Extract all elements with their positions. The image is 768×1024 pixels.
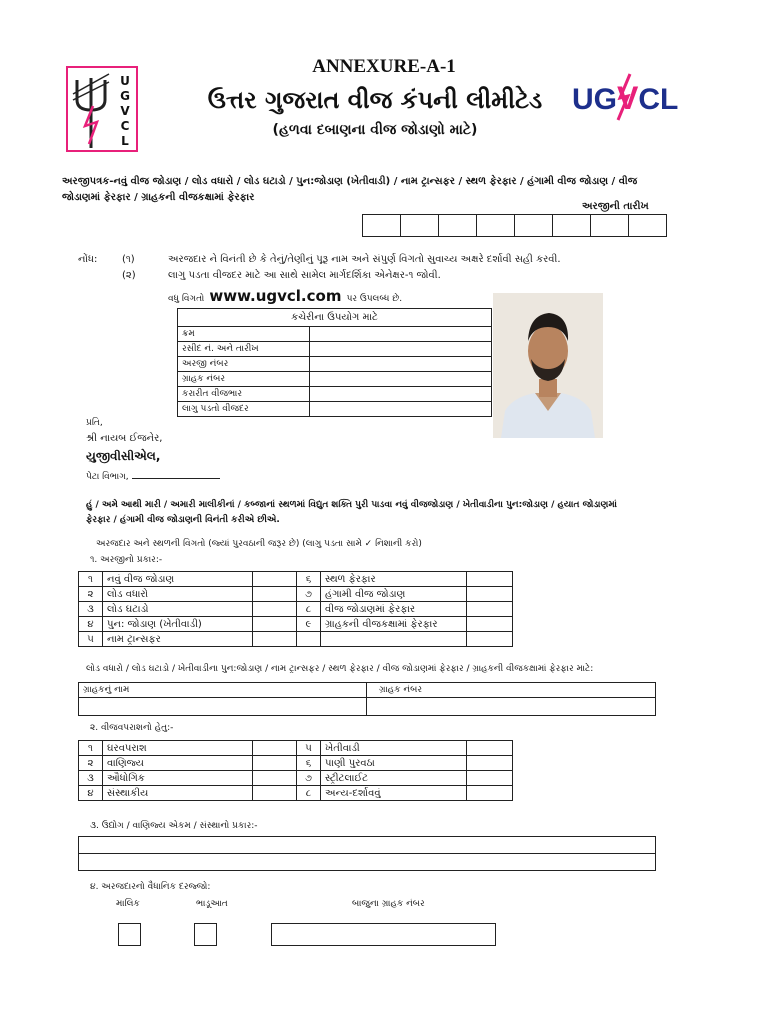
- tick-box[interactable]: [467, 771, 513, 786]
- row-label: વીજ જોડાણમાં ફેરફાર: [321, 602, 467, 617]
- row-number: [297, 632, 321, 647]
- row-number: ૧: [79, 741, 103, 756]
- section-1-title: ૧. અરજીનો પ્રકાર:-: [90, 555, 163, 565]
- section-3-title: ૩. ઉદ્યોગ / વાણિજ્ય એકમ / સંસ્થાનો પ્રકાર:-: [90, 821, 258, 831]
- date-box[interactable]: [439, 215, 477, 237]
- tick-box[interactable]: [467, 602, 513, 617]
- date-boxes[interactable]: [362, 214, 667, 237]
- row-label: પુન: જોડાણ (ખેતીવાડી): [103, 617, 253, 632]
- tick-box[interactable]: [253, 771, 297, 786]
- consumer-number-label: ગ્રાહક નંબર: [367, 683, 656, 698]
- addressee-officer: શ્રી નાયબ ઈજનેર,: [86, 433, 163, 444]
- row-label: ખેતીવાડી: [321, 741, 467, 756]
- establishment-line[interactable]: [79, 854, 656, 871]
- note-number: (૨): [122, 270, 136, 281]
- office-row-label: ગ્રાહક નંબર: [178, 372, 310, 387]
- note-text: અરજદાર ને વિનંતી છે કે તેનું/તેણીનું પૂરૂ નામ અને સંપુર્ણ વિગતો સુવાચ્ય અક્ષરે દર્શાવી સહી કરવી.: [168, 254, 561, 265]
- row-label: હંગામી વીજ જોડાણ: [321, 587, 467, 602]
- logo-letter: C: [120, 119, 130, 133]
- establishment-type-field[interactable]: [78, 836, 656, 871]
- row-label: અન્ય-દર્શાવવું: [321, 786, 467, 801]
- logo-letter: V: [120, 104, 130, 118]
- row-label: ગ્રાહકની વીજકક્ષામાં ફેરફાર: [321, 617, 467, 632]
- addressee-to: પ્રતિ,: [86, 418, 103, 428]
- applicant-portrait: [493, 293, 603, 438]
- row-label: નામ ટ્રાન્સફર: [103, 632, 253, 647]
- usage-purpose-table: [78, 740, 513, 801]
- tick-box[interactable]: [467, 587, 513, 602]
- load-change-text: લોડ વધારો / લોડ ઘટાડો / ખેતીવાડીના પુન:જોડાણ / નામ ટ્રાન્સફર / સ્થળ ફેરફાર / વીજ જોડાણમાં ફેરફાર / ગ્રાહકની વીજકક્ષામાં ફેરફાર માટે:: [86, 664, 594, 674]
- tick-box[interactable]: [467, 617, 513, 632]
- neighbour-consumer-field[interactable]: [271, 923, 496, 946]
- division-label: પેટા વિભાગ,: [86, 472, 129, 482]
- tick-box[interactable]: [253, 632, 297, 647]
- office-use-table: [177, 308, 492, 417]
- website-suffix: પર ઉપલબ્ધ છે.: [346, 294, 403, 304]
- table-row: [79, 756, 513, 771]
- tick-box[interactable]: [253, 602, 297, 617]
- row-number: ૯: [297, 617, 321, 632]
- date-box[interactable]: [591, 215, 629, 237]
- division-field[interactable]: [132, 468, 220, 479]
- row-number: ૮: [297, 602, 321, 617]
- office-row-value[interactable]: [310, 327, 492, 342]
- row-label: પાણી પુરવઠા: [321, 756, 467, 771]
- office-row-value[interactable]: [310, 402, 492, 417]
- row-label: લોડ ઘટાડો: [103, 602, 253, 617]
- office-row-label: રસીદ નં. અને તારીખ: [178, 342, 310, 357]
- neighbour-consumer-label: બાજુના ગ્રાહક નંબર: [352, 899, 425, 909]
- row-number: ૪: [79, 617, 103, 632]
- office-row-value[interactable]: [310, 342, 492, 357]
- row-number: ૨: [79, 756, 103, 771]
- website-prefix: વધુ વિગતો: [168, 294, 205, 304]
- table-row: [79, 617, 513, 632]
- row-number: ૬: [297, 572, 321, 587]
- website-line: [168, 286, 402, 305]
- tick-box[interactable]: [253, 756, 297, 771]
- office-row-label: લાગુ પડતો વીજદર: [178, 402, 310, 417]
- row-number: ૩: [79, 771, 103, 786]
- table-row: [79, 587, 513, 602]
- date-box[interactable]: [629, 215, 667, 237]
- establishment-line[interactable]: [79, 837, 656, 854]
- office-row-label: અરજી નંબર: [178, 357, 310, 372]
- row-number: ૭: [297, 771, 321, 786]
- trident-icon: [71, 70, 111, 150]
- application-types-cont: જોડાણમાં ફેરફાર / ગ્રાહકની વીજકક્ષામાં ફેરફાર: [62, 192, 255, 203]
- tick-box[interactable]: [253, 572, 297, 587]
- date-box[interactable]: [477, 215, 515, 237]
- row-number: ૫: [79, 632, 103, 647]
- applicant-photo: [493, 293, 603, 438]
- row-number: ૬: [297, 756, 321, 771]
- date-box[interactable]: [363, 215, 401, 237]
- row-label: [321, 632, 467, 647]
- date-box[interactable]: [553, 215, 591, 237]
- tenant-label: ભાડૂઆત: [196, 899, 228, 909]
- section-4-title: ૪. અરજદારનો વૈધાનિક દરજ્જો:: [90, 882, 211, 892]
- tick-box[interactable]: [253, 786, 297, 801]
- tick-box[interactable]: [467, 632, 513, 647]
- office-row-value[interactable]: [310, 357, 492, 372]
- table-row: [79, 632, 513, 647]
- consumer-name-field[interactable]: [79, 698, 367, 716]
- tick-box[interactable]: [253, 617, 297, 632]
- office-row-value[interactable]: [310, 372, 492, 387]
- tenant-checkbox[interactable]: [194, 923, 217, 946]
- consumer-name-label: ગ્રાહકનું નામ: [79, 683, 367, 698]
- row-label: સ્ટ્રીટલાઈટ: [321, 771, 467, 786]
- office-row-label: કરારીત વીજભાર: [178, 387, 310, 402]
- table-row: [79, 572, 513, 587]
- details-heading: અરજદાર અને સ્થળની વિગતો (જ્યાં પુરવઠાની જરૂર છે) (લાગુ પડતા સામે ✓ નિશાની કરો): [96, 539, 422, 549]
- form-subtitle: (હળવા દબાણના વીજ જોડાણો માટે): [272, 122, 478, 138]
- note-label: નોંધ:: [78, 254, 98, 265]
- table-row: [79, 602, 513, 617]
- row-number: ૫: [297, 741, 321, 756]
- tick-box[interactable]: [467, 786, 513, 801]
- date-box[interactable]: [401, 215, 439, 237]
- table-row: [79, 741, 513, 756]
- annexure-title: ANNEXURE-A-1: [312, 56, 456, 77]
- row-number: ૭: [297, 587, 321, 602]
- tick-box[interactable]: [253, 587, 297, 602]
- addressee-division: [86, 468, 220, 482]
- date-label: અરજીની તારીખ: [582, 201, 649, 212]
- ugvcl-emblem-logo: [66, 66, 138, 152]
- owner-label: માલિક: [116, 899, 140, 909]
- row-label: સંસ્થાકીય: [103, 786, 253, 801]
- row-label: વાણિજ્ય: [103, 756, 253, 771]
- table-row: [79, 786, 513, 801]
- ugvcl-brand-logo: UGVCL: [572, 80, 702, 120]
- note-text: લાગુ પડતા વીજદર માટે આ સાથે સામેલ માર્ગદર્શિકા એનેક્ષર-૧ જોવી.: [168, 270, 441, 281]
- request-text-cont: ફેરફાર / હંગામી વીજ જોડાણની વિનંતી કરીએ છીએ.: [86, 515, 280, 525]
- row-label: ઘરવપરાશ: [103, 741, 253, 756]
- consumer-table: [78, 682, 656, 716]
- row-number: ૮: [297, 786, 321, 801]
- logo-letter: L: [121, 134, 129, 148]
- tick-box[interactable]: [253, 741, 297, 756]
- row-number: ૧: [79, 572, 103, 587]
- row-number: ૨: [79, 587, 103, 602]
- website-link[interactable]: www.ugvcl.com: [209, 287, 342, 305]
- row-number: ૪: [79, 786, 103, 801]
- note-number: (૧): [122, 254, 135, 265]
- row-number: ૩: [79, 602, 103, 617]
- brand-text: CL: [638, 83, 679, 116]
- application-type-table: [78, 571, 513, 647]
- addressee-org: યુજીવીસીએલ,: [86, 449, 161, 463]
- company-name: ઉત્તર ગુજરાત વીજ કંપની લીમીટેડ: [207, 86, 543, 114]
- office-row-value[interactable]: [310, 387, 492, 402]
- office-table-title: કચેરીના ઉપયોગ માટે: [178, 309, 492, 327]
- logo-letter: G: [120, 89, 130, 103]
- row-label: નવું વીજ જોડાણ: [103, 572, 253, 587]
- tick-box[interactable]: [467, 756, 513, 771]
- row-label: ઔધોગિક: [103, 771, 253, 786]
- owner-checkbox[interactable]: [118, 923, 141, 946]
- date-box[interactable]: [515, 215, 553, 237]
- row-label: લોડ વધારો: [103, 587, 253, 602]
- application-types: અરજીપત્રક-નવું વીજ જોડાણ / લોડ વધારો / લોડ ઘટાડો / પુન:જોડાણ (ખેતીવાડી) / નામ ટ્રાન્સફર / સ્થળ ફેરફાર / હંગામી વીજ જોડાણ / વીજ: [62, 176, 638, 187]
- lightning-icon: [612, 72, 642, 122]
- section-2-title: ૨. વીજવપરાશનો હેતુ:-: [90, 723, 174, 733]
- tick-box[interactable]: [467, 572, 513, 587]
- consumer-number-field[interactable]: [367, 698, 656, 716]
- table-row: [79, 771, 513, 786]
- brand-text: UG: [572, 83, 617, 116]
- office-row-label: ક્રમ: [178, 327, 310, 342]
- request-text: હું / અમે આથી મારી / અમારી માલીકીનાં / કબ્જાનાં સ્થળમાં વિદ્યુત શક્તિ પુરી પાડવા નવું વીજજોડાણ / ખેતીવાડીના પુન:જોડાણ / હયાત જોડાણમાં: [86, 500, 617, 510]
- row-label: સ્થળ ફેરફાર: [321, 572, 467, 587]
- tick-box[interactable]: [467, 741, 513, 756]
- logo-letter: U: [120, 74, 130, 88]
